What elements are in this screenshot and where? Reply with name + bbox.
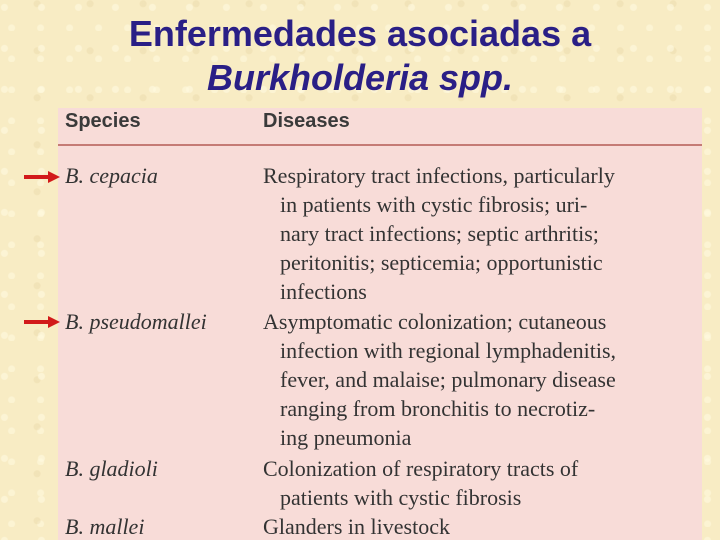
slide-title <box>0 12 720 100</box>
slide-title-line-1: Enfermedades asociadas a <box>128 13 592 54</box>
species-name: B. pseudomallei <box>65 309 207 334</box>
header-species: Species <box>65 110 141 132</box>
disease-line: fever, and malaise; pulmonary disease <box>280 367 616 392</box>
disease-line: Asymptomatic colonization; cutaneous <box>263 309 607 334</box>
species-name: B. mallei <box>65 514 145 539</box>
disease-line: Respiratory tract infections, particularly <box>263 163 615 188</box>
disease-line: infection with regional lymphadenitis, <box>280 338 617 363</box>
disease-line: in patients with cystic fibrosis; uri- <box>280 192 588 217</box>
disease-text <box>263 161 702 306</box>
disease-line: ing pneumonia <box>280 425 412 450</box>
disease-text <box>263 307 702 452</box>
species-name: B. gladioli <box>65 456 158 481</box>
disease-line: infections <box>280 279 367 304</box>
red-arrow-icon <box>24 171 60 183</box>
red-arrow-icon <box>24 316 60 328</box>
disease-line: Glanders in livestock <box>263 514 450 539</box>
disease-text <box>263 512 702 540</box>
disease-line: nary tract infections; septic arthritis; <box>280 221 599 246</box>
species-disease-table <box>58 108 702 540</box>
disease-line: ranging from bronchitis to necrotiz- <box>280 396 596 421</box>
disease-line: Colonization of respiratory tracts of <box>263 456 579 481</box>
slide-title-line-2: Burkholderia spp. <box>206 57 514 98</box>
disease-line: patients with cystic fibrosis <box>280 485 522 510</box>
species-name: B. cepacia <box>65 163 158 188</box>
disease-line: peritonitis; septicemia; opportunistic <box>280 250 603 275</box>
header-diseases: Diseases <box>263 110 350 132</box>
disease-text <box>263 454 702 512</box>
table-header <box>58 108 702 146</box>
